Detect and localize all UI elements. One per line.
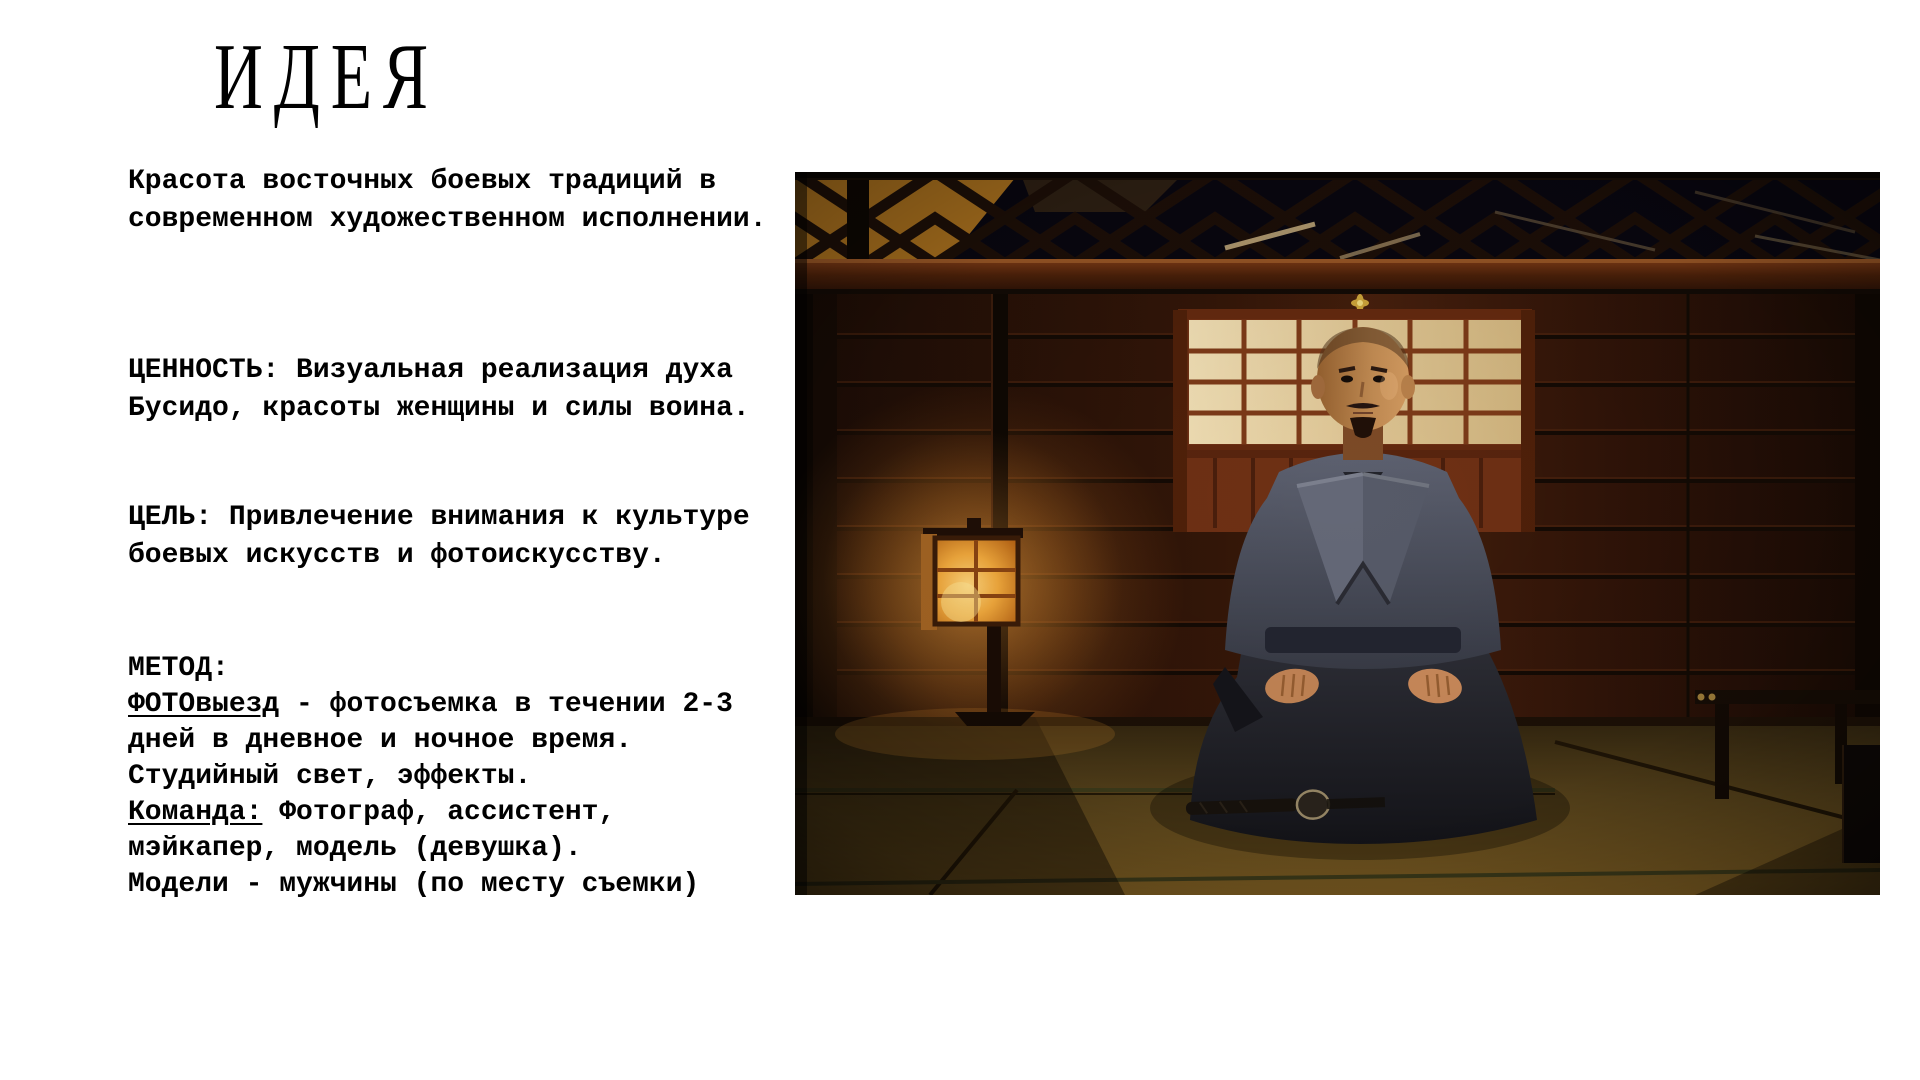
samurai-photo-art — [795, 172, 1880, 895]
text-line: Бусидо, красоты женщины и силы воина. — [128, 393, 750, 424]
text-line: боевых искусств и фотоискусству. — [128, 540, 666, 571]
text-line: дней в дневное и ночное время. — [128, 725, 633, 756]
underlined-term: Команда: — [128, 797, 263, 828]
text-line: мэйкапер, модель (девушка). — [128, 833, 582, 864]
text-line — [128, 795, 733, 831]
value-text — [128, 352, 750, 428]
text-line — [128, 687, 733, 723]
goal-text — [128, 499, 750, 575]
text-line: ЦЕЛЬ: Привлечение внимания к культуре — [128, 502, 750, 533]
text-span: - фотосъемка в течении 2-3 — [279, 689, 733, 720]
text-line: Красота восточных боевых традиций в — [128, 166, 717, 197]
text-line: Студийный свет, эффекты. — [128, 761, 532, 792]
vignette — [795, 172, 1880, 895]
left-edge-shadow — [795, 172, 807, 895]
intro-text — [128, 163, 767, 239]
text-line: современном художественном исполнении. — [128, 204, 767, 235]
underlined-term: ФОТОвыезд — [128, 689, 280, 720]
page-title: ИДЕЯ — [214, 25, 439, 129]
method-text — [128, 651, 733, 903]
top-edge-shadow — [795, 172, 1880, 178]
text-span: Фотограф, ассистент, — [262, 797, 616, 828]
text-line: МЕТОД: — [128, 653, 229, 684]
text-line: ЦЕННОСТЬ: Визуальная реализация духа — [128, 355, 733, 386]
samurai-photo — [795, 172, 1880, 895]
text-line: Модели - мужчины (по месту съемки) — [128, 869, 700, 900]
